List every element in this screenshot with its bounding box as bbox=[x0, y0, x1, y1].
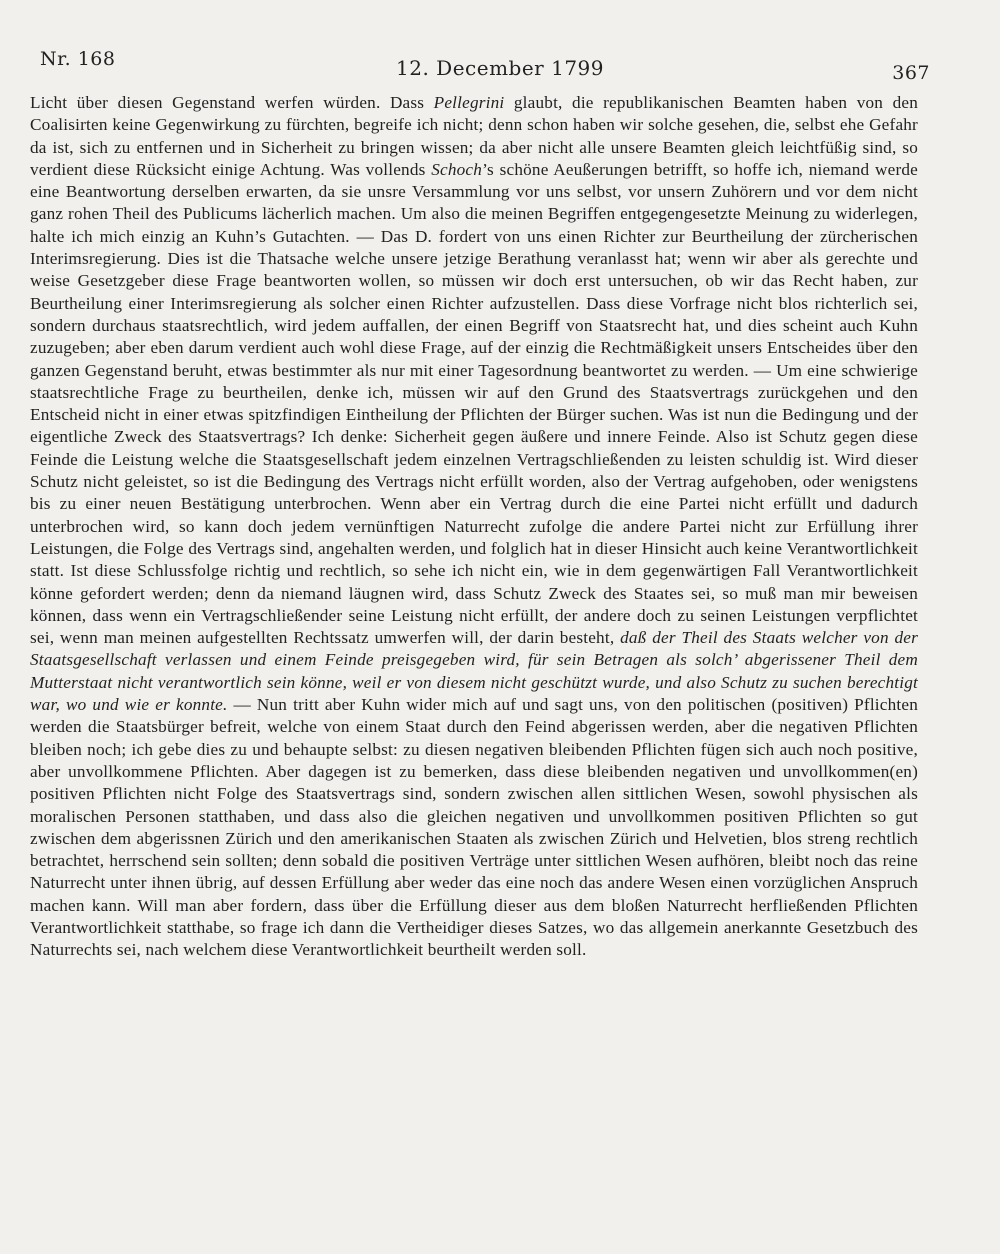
italic-name: Schoch bbox=[431, 159, 483, 179]
text-run: Licht über diesen Gegenstand werfen würden. Dass bbox=[30, 93, 434, 112]
italic-quote: daß der Theil des Staats welcher von der Staatsgesellschaft verlassen und einem Feinde preisgegeben wird, für sein Betragen als solch’ abgerissener Theil dem Mutterstaat nicht verantwortlich sein könne, weil er von diesem nicht geschützt wurde, und also Schutz zu suchen berechtigt war, wo und wie er konnte. bbox=[30, 628, 918, 715]
document-date: 12. December 1799 bbox=[396, 56, 604, 80]
document-number: Nr. 168 bbox=[40, 48, 116, 70]
text-run: ’s schöne Aeußerungen betrifft, so hoffe ich, niemand werde eine Beantwortung derselben erwarten, da sie unsre Versammlung vor uns selbst, vor unsern Zuhörern und vor dem nicht ganz rohen Theil des Publicums lächerlich machen. Um also die meinen Begriffen entgegengesetzte Meinung zu widerlegen, halte ich mich einzig an Kuhn’s Gutachten. — Das D. fordert von uns einen Richter zur Beurtheilung der zürcherischen Interimsregierung. Dies ist die Thatsache welche unsere jetzige Berathung veranlasst hat; wenn wir aber als gerechte und weise Gesetzgeber diese Frage beantworten wollen, so müssen wir doch erst untersuchen, ob wir das Recht haben, zur Beurtheilung einer Interimsregierung als solcher einen Richter aufzustellen. Dass diese Vorfrage nicht blos richterlich sei, sondern durchaus staatsrechtlich, wird jedem auffallen, der einen Begriff von Staatsrecht hat, und dies scheint auch Kuhn zuzugeben; aber eben darum verdient auch wohl diese Frage, auf der einzig die Rechtmäßigkeit unsers Entscheides über den ganzen Gegenstand beruht, etwas bestimmter als nur mit einer Tagesordnung beantwortet zu werden. — Um eine schwierige staatsrechtliche Frage zu beurtheilen, denke ich, müssen wir auf den Grund des Staatsvertrags zurückgehen und den Entscheid nicht in einer etwas spitzfindigen Eintheilung der Pflichten der Bürger suchen. Was ist nun die Bedingung und der eigentliche Zweck des Staatsvertrags? Ich denke: Sicherheit gegen äußere und innere Feinde. Also ist Schutz gegen diese Feinde die Leistung welche die Staatsgesellschaft jedem einzelnen Vertragschließenden zu leisten schuldig ist. Wird dieser Schutz nicht geleistet, so ist die Bedingung des Vertrags nicht erfüllt worden, also der Vertrag aufgehoben, oder wenigstens bis zu einer neuen Bestätigung unterbrochen. Wenn aber ein Vertrag durch die eine Partei nicht erfüllt und dadurch unterbrochen wird, so kann doch jedem vernünftigen Naturrecht zufolge die andere Partei nicht zur Erfüllung ihrer Leistungen, die Folge des Vertrags sind, angehalten werden, und folglich hat in dieser Hinsicht auch keine Verantwortlichkeit statt. Ist diese Schlussfolge richtig und rechtlich, so sehe ich nicht ein, wie in dem gegenwärtigen Fall Verantwortlichkeit könne gefordert werden; denn da niemand läugnen wird, dass Schutz Zweck des Staates sei, so muß man mir beweisen können, dass wenn ein Vertragschließender seine Leistung nicht erfüllt, der andere doch zu seinen Leistungen verpflichtet sei, wenn man meinen aufgestellten Rechtssatz umwerfen will, der darin besteht, bbox=[30, 159, 918, 648]
body-paragraph bbox=[30, 92, 918, 962]
italic-name: Pellegrini bbox=[433, 93, 505, 112]
page-number: 367 bbox=[892, 62, 930, 84]
text-run: glaubt, die republikanischen Beamten haben von den Coalisirten keine Gegenwirkung zu fürchten, begreife ich nicht; denn schon haben wir solche gesehen, die, selbst ehe Gefahr da ist, sich zu entfernen und in Sicherheit zu bringen wissen; da aber nicht alle unsere Beamten gleich leichtfüßig sind, so verdient diese Rücksicht einige Achtung. Was vollends bbox=[30, 93, 918, 179]
text-run: — Nun tritt aber Kuhn wider mich auf und sagt uns, von den politischen (positiven) Pflichten werden die Staatsbürger befreit, welche von einem Staat durch den Feind abgerissen werden, aber die negativen Pflichten bleiben noch; ich gebe dies zu und behaupte selbst: zu diesen negativen bleibenden Pflichten fügen sich auch noch positive, aber unvollkommene Pflichten. Aber dagegen ist zu bemerken, dass diese bleibenden negativen und unvollkommen(en) positiven Pflichten nicht Folge des Staatsvertrags sind, sondern zwischen allen sittlichen Wesen, sowohl physischen als moralischen Personen statthaben, und dass also die gleichen negativen und unvollkommen positiven Pflichten so gut zwischen dem abgerissnen Zürich und den amerikanischen Staaten als zwischen Zürich und Helvetien, blos streng rechtlich betrachtet, herrschend sein sollten; denn sobald die positiven Verträge unter sittlichen Wesen aufhören, bleibt noch das reine Naturrecht unter ihnen übrig, auf dessen Erfüllung aber weder das eine noch das andere Wesen einen vorzüglichen Anspruch machen kann. Will man aber fordern, dass über die Erfüllung dieser aus dem bloßen Naturrecht herfließenden Pflichten Verantwortlichkeit statthabe, so frage ich dann die Vertheidiger dieses Satzes, wo das allgemein anerkannte Gesetzbuch des Naturrechts sei, nach welchem diese Verantwortlichkeit beurtheilt werden soll. bbox=[30, 695, 918, 960]
